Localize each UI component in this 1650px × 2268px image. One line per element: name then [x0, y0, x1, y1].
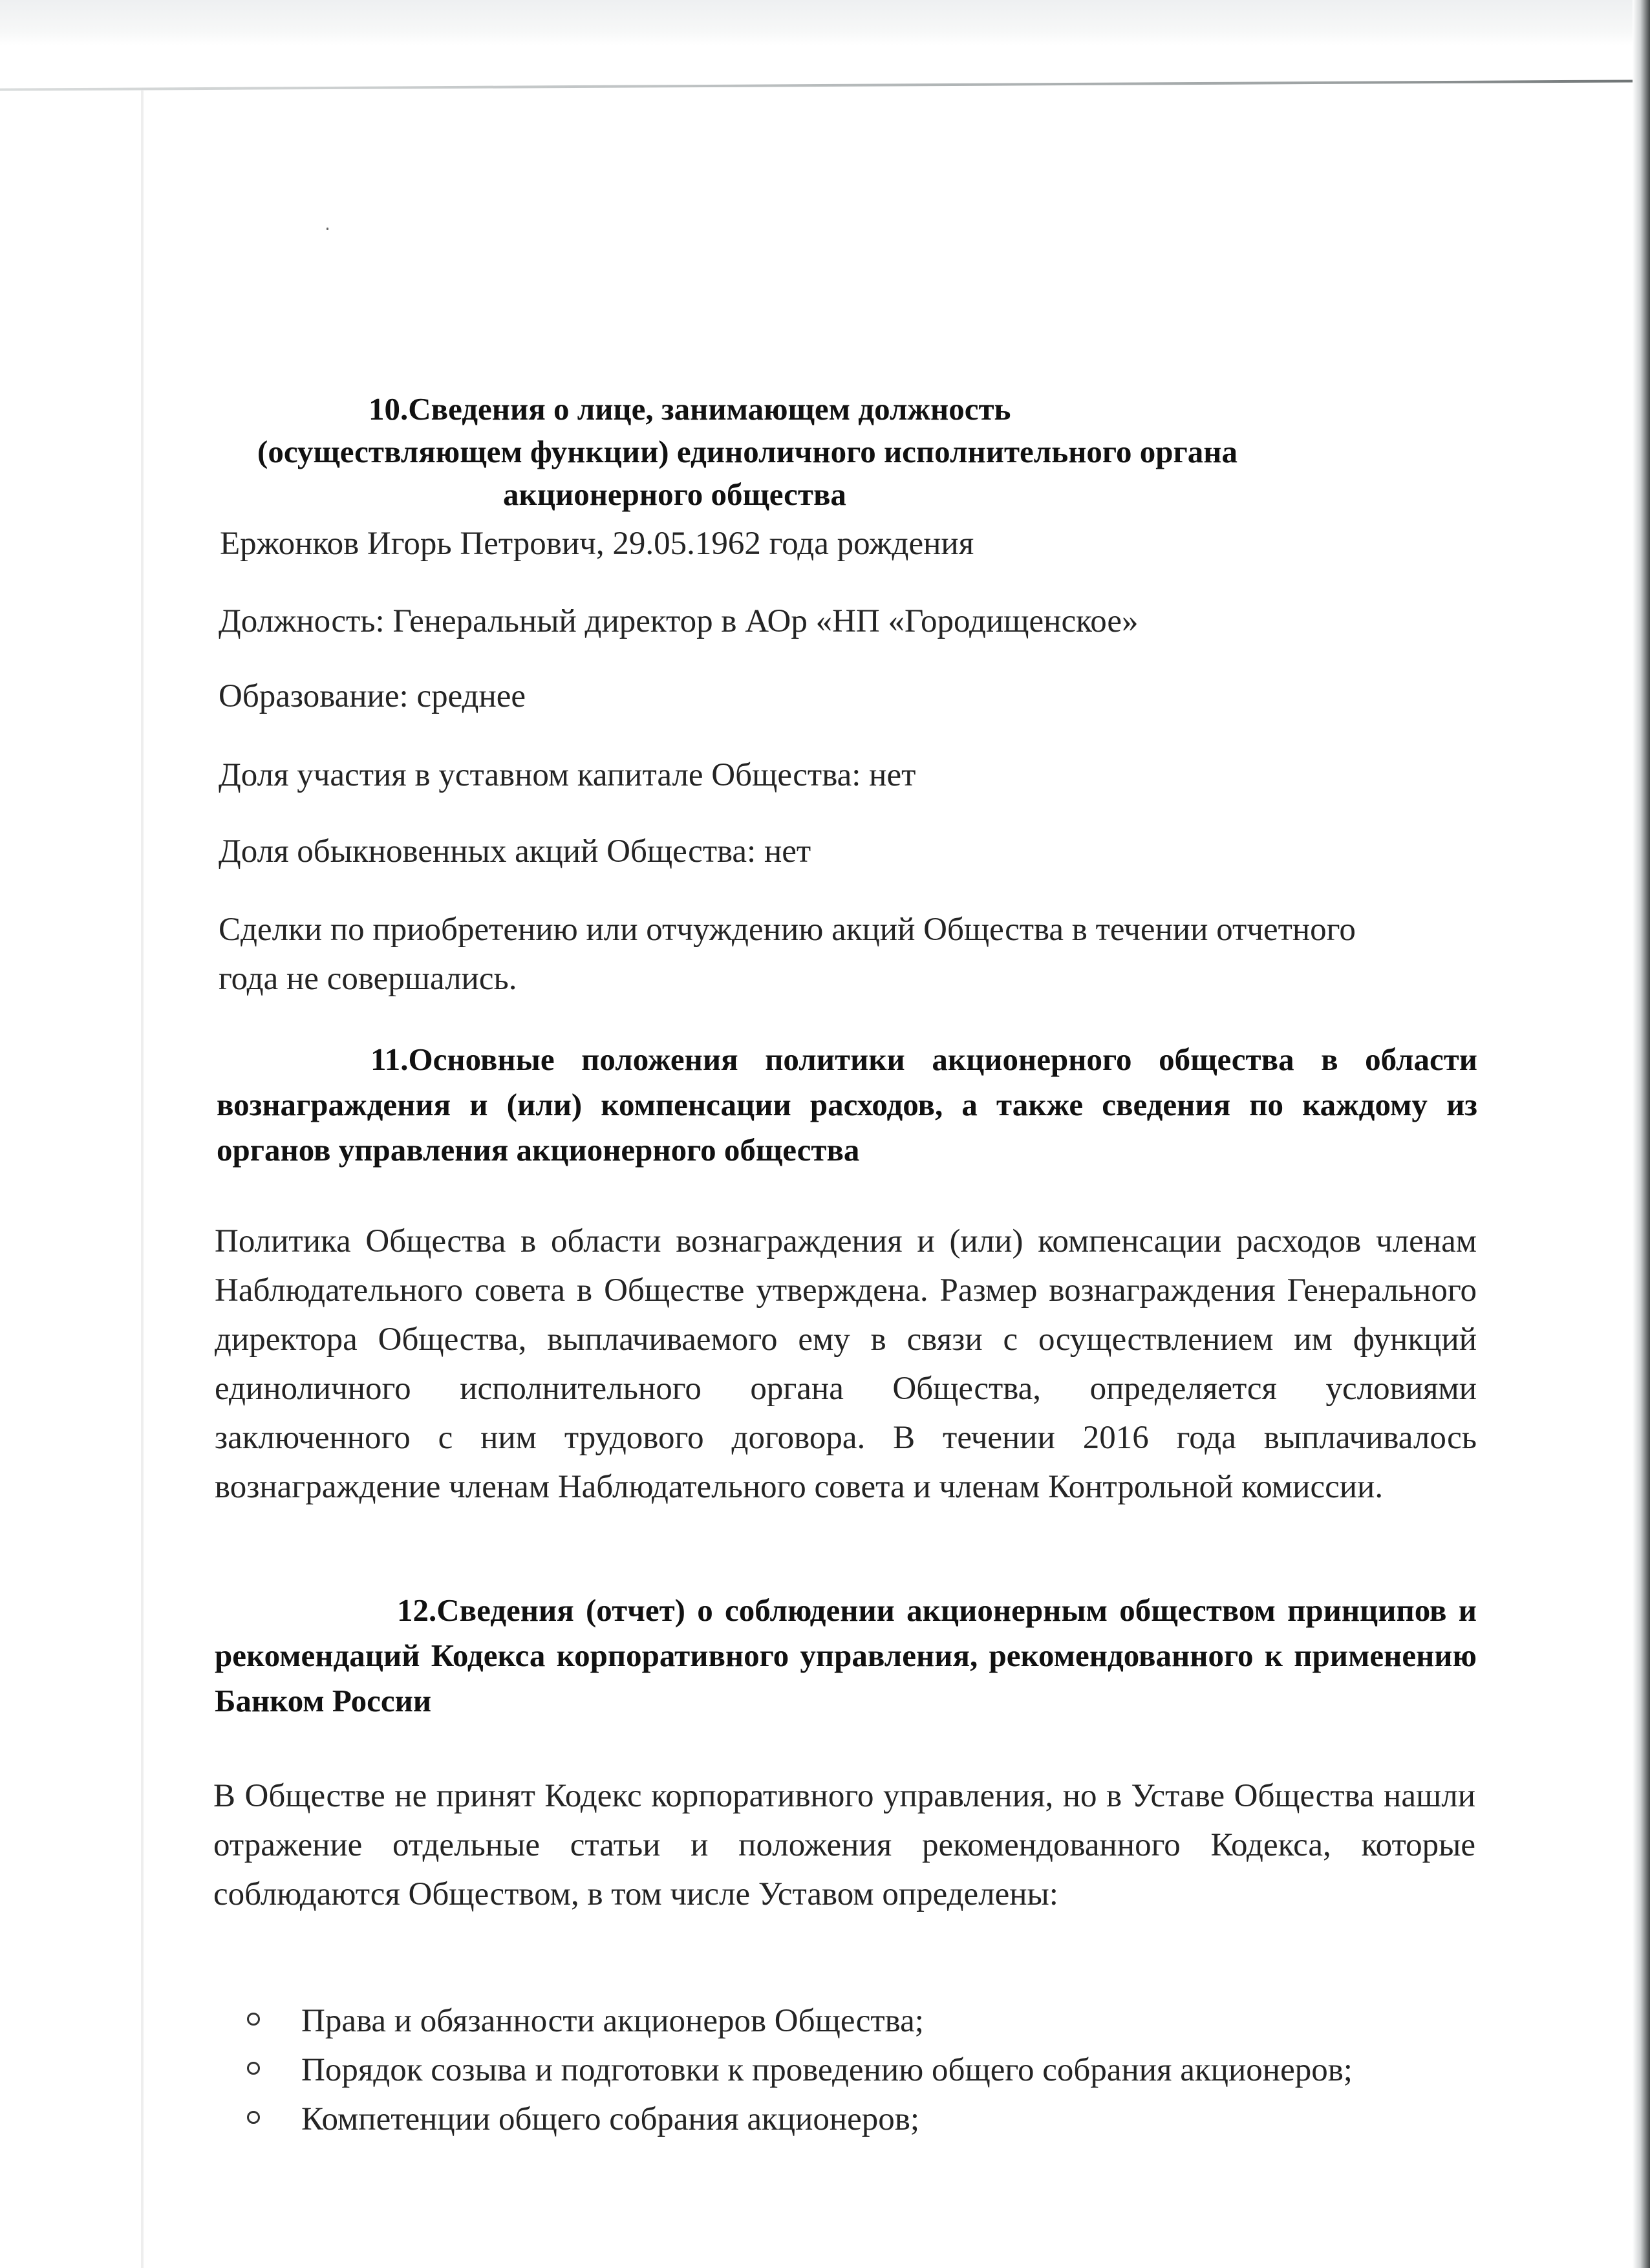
- director-capital-share: Доля участия в уставном капитале Общества: нет: [219, 757, 916, 793]
- section-10-heading-line-2: (осуществляющем функции) единоличного исполнительного органа: [257, 434, 1238, 469]
- list-item: [246, 2095, 1474, 2144]
- list-item-text: Компетенции общего собрания акционеров;: [301, 2101, 920, 2137]
- director-education: Образование: среднее: [219, 678, 526, 714]
- section-10-heading-line-3: акционерного общества: [503, 476, 846, 512]
- director-name: Ержонков Игорь Петрович, 29.05.1962 года рождения: [220, 526, 974, 562]
- list-item: [246, 2046, 1474, 2095]
- director-deals: Сделки по приобретению или отчуждению акций Общества в течении отчетного года не совершались.: [219, 912, 1356, 997]
- section-12-body: В Обществе не принят Кодекс корпоративного управления, но в Уставе Общества нашли отражение отдельные статьи и положения рекомендованного Кодекса, которые соблюдаются Обществом, в том числе Уставом определены:: [213, 1778, 1475, 1912]
- section-12-heading: 12.Сведения (отчет) о соблюдении акционерным обществом принципов и рекомендаций Кодекса корпоративного управления, рекомендованного к применению Банком России: [215, 1592, 1477, 1718]
- circle-bullet-icon: [247, 2013, 260, 2026]
- list-item-text: Порядок созыва и подготовки к проведению общего собрания акционеров;: [301, 2052, 1353, 2088]
- circle-bullet-icon: [247, 2062, 260, 2075]
- list-item: [246, 1996, 1474, 2046]
- circle-bullet-icon: [247, 2111, 260, 2124]
- charter-provisions-list: [246, 1996, 1474, 2144]
- section-11-heading: 11.Основные положения политики акционерного общества в области вознаграждения и (или) компенсации расходов, а также сведения по каждому из органов управления акционерного общества: [217, 1042, 1477, 1168]
- list-item-text: Права и обязанности акционеров Общества;: [301, 2003, 924, 2039]
- director-position: Должность: Генеральный директор в АОр «НП «Городищенское»: [219, 603, 1139, 639]
- section-11-body: Политика Общества в области вознаграждения и (или) компенсации расходов членам Наблюдательного совета в Обществе утверждена. Размер вознаграждения Генерального директора Общества, выплачиваемого ему в связи с осуществлением им функций единоличного исполнительного органа Общества, определяется условиями заключенного с ним трудового договора. В течении 2016 года выплачивалось вознаграждение членам Наблюдательного совета и членам Контрольной комиссии.: [215, 1223, 1477, 1505]
- section-10-heading-line-1: 10.Сведения о лице, занимающем должность: [369, 391, 1011, 427]
- director-shares-share: Доля обыкновенных акций Общества: нет: [219, 833, 811, 870]
